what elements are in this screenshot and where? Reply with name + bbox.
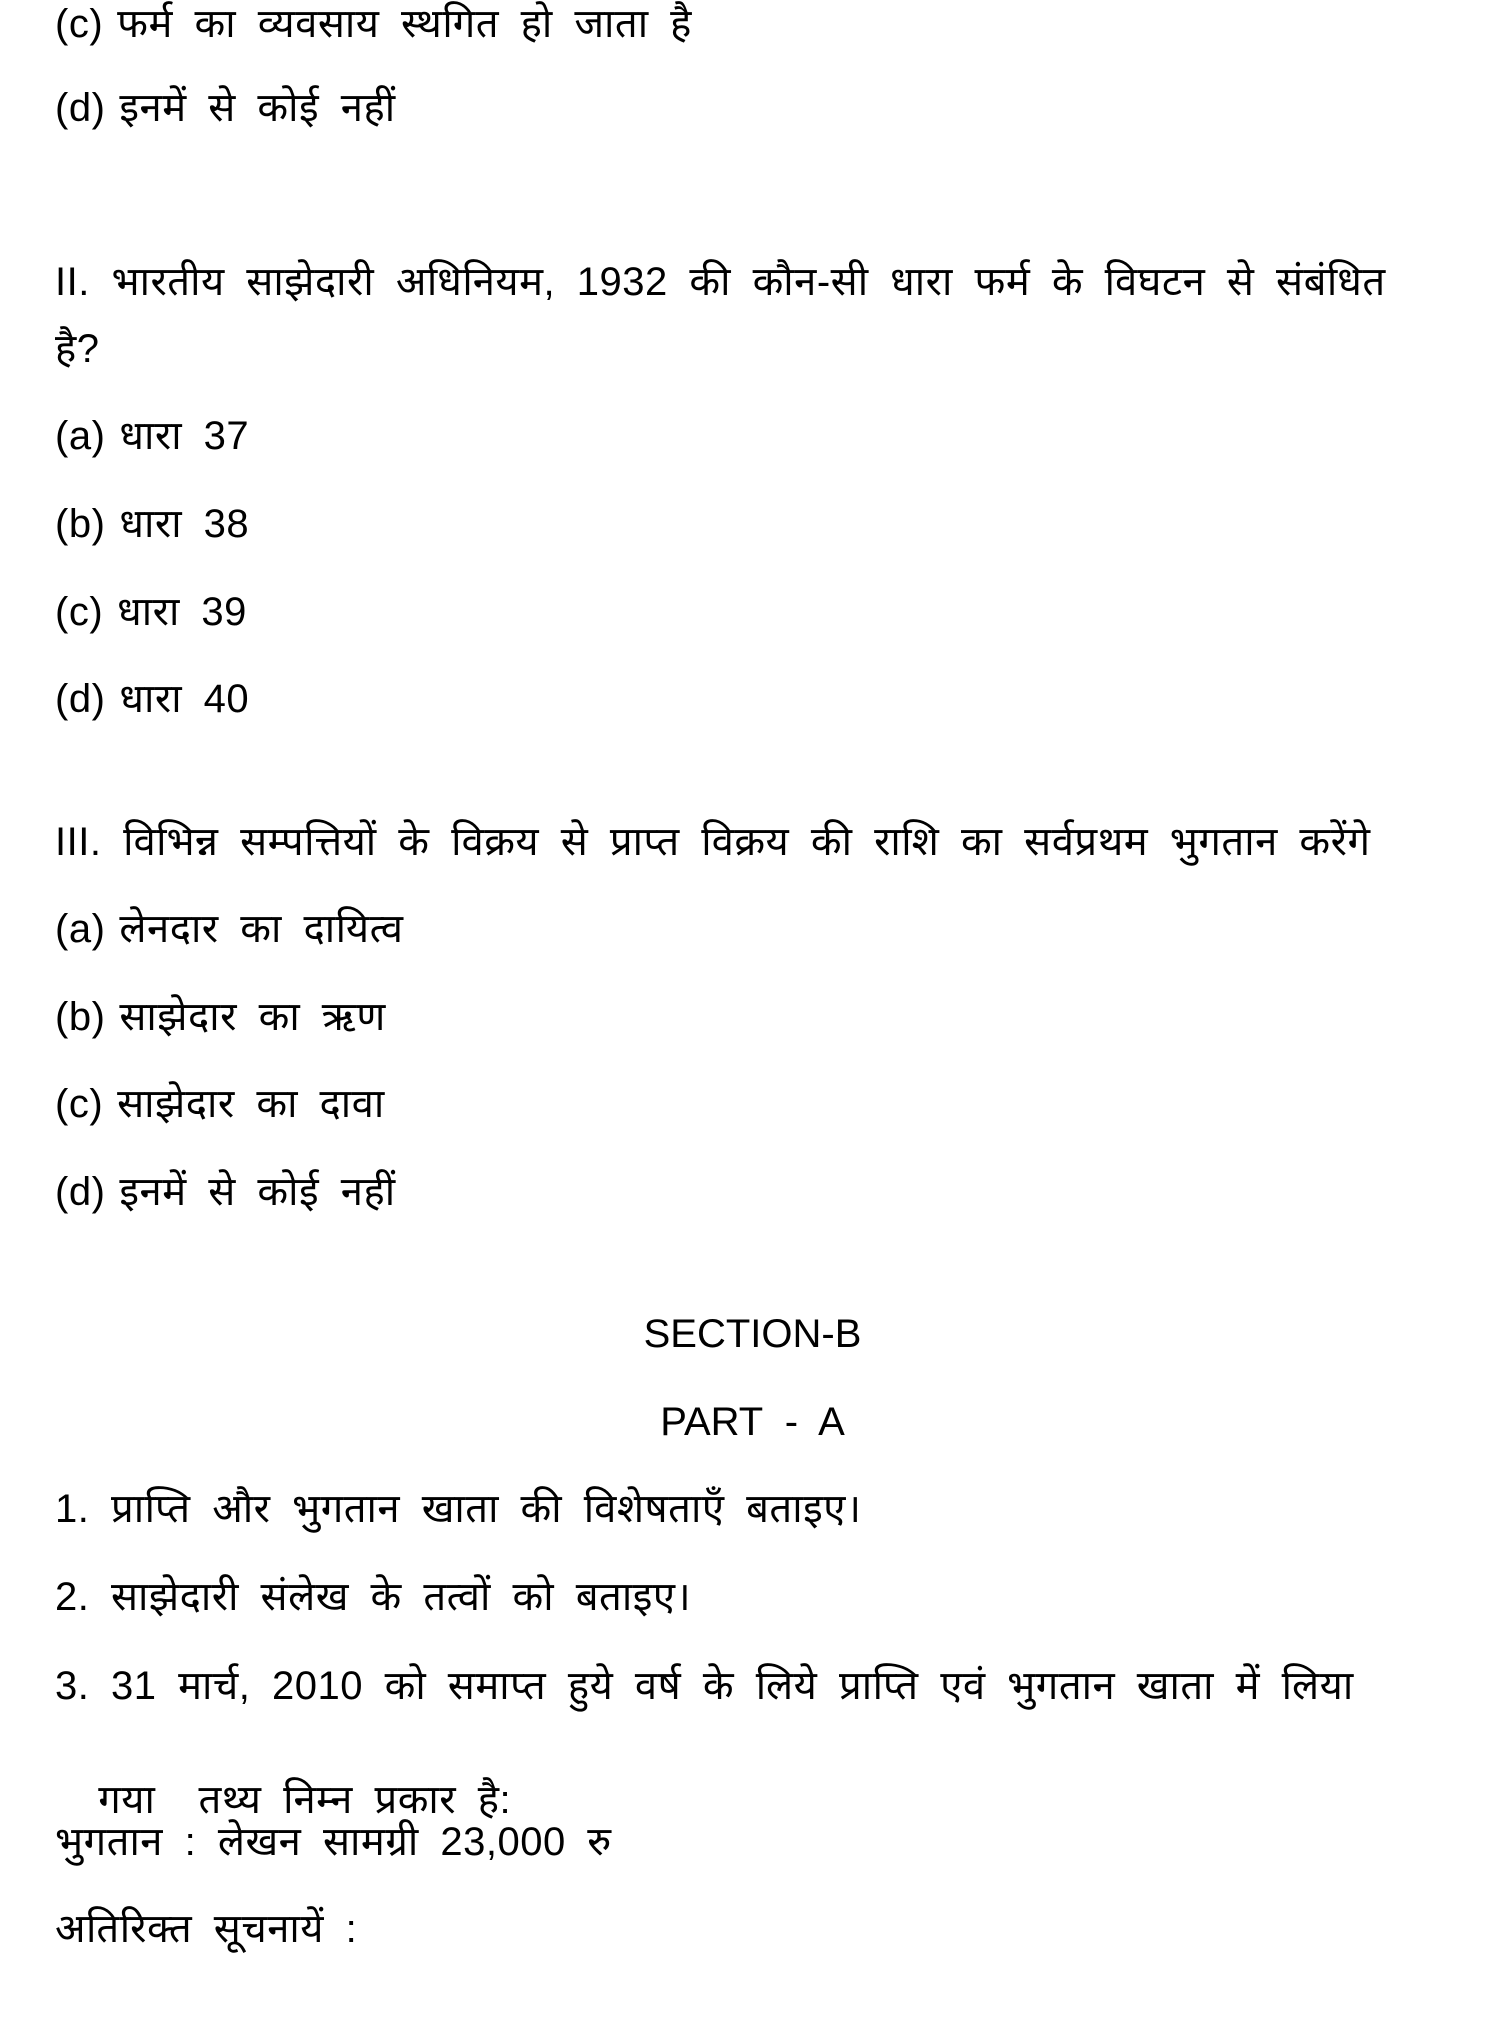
option-d — [55, 675, 249, 723]
option-label: (a) — [55, 414, 106, 458]
option-text: साझेदार का ऋण — [119, 995, 386, 1039]
question-1 — [55, 1485, 861, 1533]
question-number: II. — [55, 260, 90, 304]
option-text: धारा 37 — [119, 414, 250, 458]
option-label: (b) — [55, 502, 106, 546]
question-2-continuation — [55, 325, 100, 373]
option-text: धारा 40 — [119, 677, 250, 721]
option-label: (c) — [55, 590, 104, 634]
option-c — [55, 1080, 385, 1128]
option-text: इनमें से कोई नहीं — [119, 86, 396, 130]
question-number: III. — [55, 820, 102, 864]
option-text: धारा 39 — [117, 590, 247, 634]
question-text: 31 मार्च, 2010 को समाप्त हुये वर्ष के लिये प्राप्ति एवं भुगतान खाता में लिया — [110, 1664, 1354, 1708]
option-label: (c) — [55, 2, 104, 46]
part-title: PART - A — [660, 1400, 845, 1444]
option-label: (b) — [55, 995, 106, 1039]
question-text: गया तथ्य निम्न प्रकार है: — [98, 1778, 512, 1822]
question-text: प्राप्ति और भुगतान खाता की विशेषताएँ बताइए। — [110, 1487, 862, 1531]
option-text: लेनदार का दायित्व — [119, 907, 404, 951]
option-c — [55, 588, 247, 636]
option-label: (d) — [55, 677, 106, 721]
question-2 — [55, 258, 1386, 306]
option-d — [55, 84, 396, 132]
section-title: SECTION-B — [643, 1312, 862, 1356]
question-text: साझेदारी संलेख के तत्वों को बताइए। — [110, 1575, 692, 1619]
option-text: इनमें से कोई नहीं — [119, 1170, 396, 1214]
option-label: (c) — [55, 1082, 104, 1126]
question-number: 3. — [55, 1664, 90, 1708]
option-a — [55, 412, 249, 460]
option-label: (d) — [55, 1170, 106, 1214]
question-3 — [55, 818, 1371, 866]
option-text: फर्म का व्यवसाय स्थगित हो जाता है — [117, 2, 692, 46]
option-label: (d) — [55, 86, 106, 130]
option-b — [55, 993, 386, 1041]
question-text: भारतीय साझेदारी अधिनियम, 1932 की कौन-सी धारा फर्म के विघटन से संबंधित — [111, 260, 1386, 304]
question-text: विभिन्न सम्पत्तियों के विक्रय से प्राप्त विक्रय की राशि का सर्वप्रथम भुगतान करेंगे — [123, 820, 1371, 864]
option-text: साझेदार का दावा — [117, 1082, 385, 1126]
additional-info-heading: अतिरिक्त सूचनायें : — [55, 1907, 358, 1951]
option-text: धारा 38 — [119, 502, 250, 546]
option-label: (a) — [55, 907, 106, 951]
question-3 — [55, 1662, 1354, 1710]
option-d — [55, 1168, 396, 1216]
question-number: 2. — [55, 1575, 90, 1619]
question-text: है? — [55, 327, 100, 371]
question-2 — [55, 1573, 691, 1621]
option-a — [55, 905, 403, 953]
payment-line: भुगतान : लेखन सामग्री 23,000 रु — [55, 1820, 612, 1864]
question-number: 1. — [55, 1487, 90, 1531]
option-b — [55, 500, 249, 548]
option-c — [55, 0, 692, 48]
question-3-continuation — [55, 1728, 511, 1824]
